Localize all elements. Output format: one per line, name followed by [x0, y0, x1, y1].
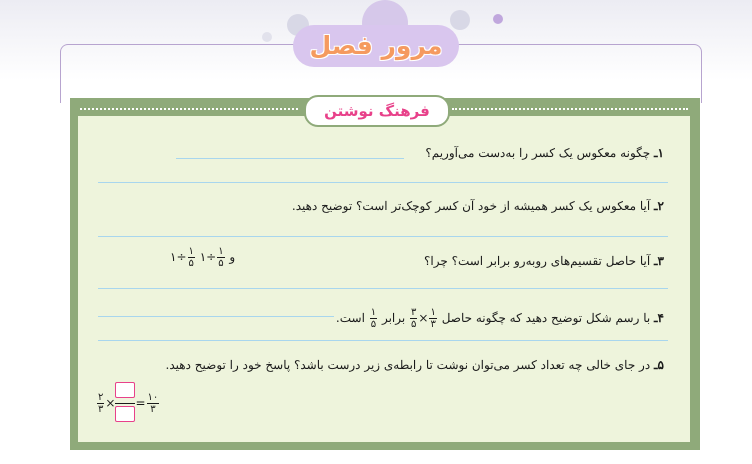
answer-line: [176, 158, 404, 159]
product-expression: [409, 307, 438, 330]
question-text: برابر: [381, 311, 406, 325]
fraction-numerator: ۲: [98, 392, 104, 403]
fraction-denominator: ۵: [370, 319, 377, 330]
answer-line: [98, 316, 334, 317]
fraction-numerator: ۱: [188, 246, 194, 257]
question-5-equation: [96, 382, 160, 425]
answer-line: [98, 236, 668, 237]
expr-conjunction: و: [229, 250, 236, 264]
question-number: ۳ـ: [654, 254, 664, 268]
blank-denominator-box[interactable]: [115, 406, 135, 422]
fraction-denominator: ۳: [150, 404, 156, 415]
decor-bubble: [262, 32, 272, 42]
fraction: [147, 392, 160, 415]
fraction-numerator: ۱: [218, 246, 224, 257]
question-number: ۴ـ: [654, 311, 664, 325]
question-3: [424, 254, 664, 268]
question-1: [425, 146, 664, 160]
fraction-numerator: ۱۰: [147, 392, 159, 403]
fraction-numerator: ۳: [411, 307, 417, 318]
expr-op: ۱÷: [170, 250, 187, 264]
fraction-denominator: ۵: [188, 258, 194, 269]
question-5: [166, 358, 664, 372]
question-text: چگونه معکوس یک کسر را به‌دست می‌آوریم؟: [425, 146, 651, 160]
fraction: [217, 246, 224, 269]
dotted-divider-right: [452, 108, 688, 110]
fraction-numerator: ۱: [370, 307, 377, 318]
question-text: با رسم شکل توضیح دهید که چگونه حاصل: [441, 311, 651, 325]
times-sign: ×: [418, 311, 429, 325]
question-number: ۱ـ: [654, 146, 664, 160]
section-title: فرهنگ نوشتن: [304, 95, 450, 127]
answer-line: [98, 182, 668, 183]
question-number: ۵ـ: [654, 358, 664, 372]
blank-fraction: [115, 382, 135, 425]
question-text: در جای خالی چه تعداد کسر می‌توان نوشت تا رابطه‌ی زیر درست باشد؟ پاسخ خود را توضیح دهید.: [165, 358, 651, 372]
fraction-numerator: ۱: [430, 307, 436, 318]
equals-sign: =: [135, 396, 146, 410]
fraction-bar: [115, 403, 135, 404]
dotted-divider-left: [80, 108, 298, 110]
exercise-card-body: [78, 116, 690, 442]
decor-bubble: [493, 14, 503, 24]
fraction-denominator: ۳: [430, 319, 436, 330]
fraction: [97, 392, 104, 415]
fraction-denominator: ۵: [411, 319, 417, 330]
question-2: [292, 199, 664, 213]
fraction: [429, 307, 436, 330]
question-number: ۲ـ: [654, 199, 664, 213]
answer-line: [98, 288, 668, 289]
fraction-denominator: ۳: [98, 404, 104, 415]
expr-op: ÷۱: [199, 250, 217, 264]
fraction: [410, 307, 417, 330]
blank-numerator-box[interactable]: [115, 382, 135, 398]
chapter-title: مرور فصل: [309, 31, 443, 60]
question-4: [336, 307, 664, 330]
fraction: [188, 246, 195, 269]
question-text: آیا معکوس یک کسر همیشه از خود آن کسر کوچک‌تر است؟ توضیح دهید.: [291, 199, 651, 213]
question-text: است.: [335, 311, 365, 325]
fraction-denominator: ۵: [218, 258, 224, 269]
answer-line: [98, 340, 668, 341]
fraction: [370, 307, 377, 330]
question-text: آیا حاصل تقسیم‌های روبه‌رو برابر است؟ چرا؟: [424, 254, 651, 268]
question-3-expressions: [170, 246, 235, 269]
times-sign: ×: [105, 396, 116, 410]
